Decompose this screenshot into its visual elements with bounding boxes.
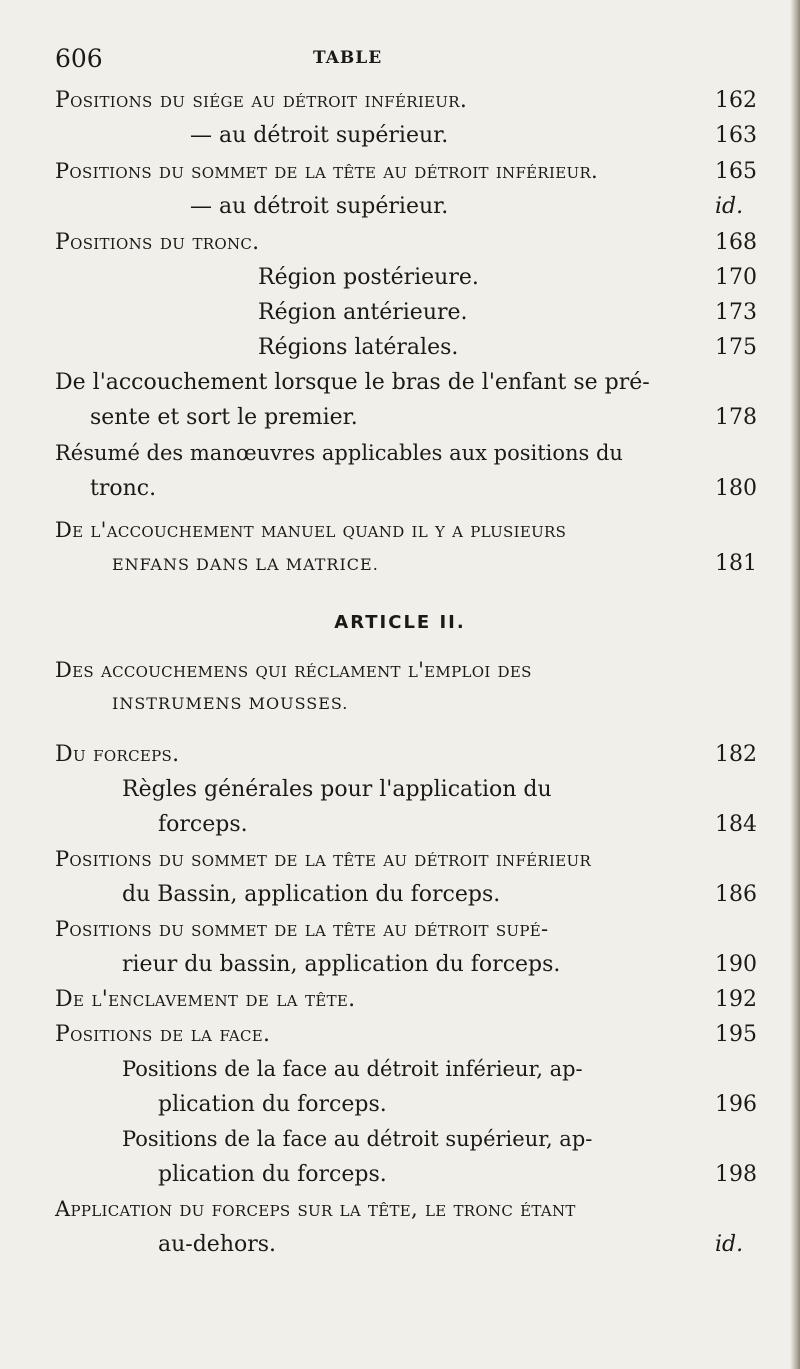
toc-entry: ENFANS DANS LA MATRICE. 181 bbox=[112, 551, 757, 576]
toc-entry: Du forceps. 182 bbox=[55, 742, 757, 767]
toc-entry: — au détroit supérieur. id. bbox=[190, 194, 744, 219]
toc-entry: — au détroit supérieur. 163 bbox=[190, 123, 757, 148]
toc-entry: forceps. 184 bbox=[158, 812, 757, 837]
toc-entry: tronc. 180 bbox=[90, 476, 757, 501]
page-header bbox=[55, 44, 755, 74]
toc-entry: du Bassin, application du forceps. 186 bbox=[122, 882, 757, 907]
toc-entry: Régions latérales. 175 bbox=[258, 335, 757, 360]
toc-entry: Région antérieure. 173 bbox=[258, 300, 757, 325]
article-heading: ARTICLE II. bbox=[334, 612, 466, 633]
toc-entry: Positions du sommet de la tête au détroit inférieur. 165 bbox=[55, 159, 757, 184]
toc-entry: Positions du sommet de la tête au détroit inférieur bbox=[55, 847, 592, 871]
toc-entry: plication du forceps. 198 bbox=[158, 1162, 757, 1187]
toc-entry: Positions de la face. 195 bbox=[55, 1022, 757, 1047]
toc-entry: sente et sort le premier. 178 bbox=[90, 405, 757, 430]
toc-entry: Application du forceps sur la tête, le tronc étant bbox=[55, 1197, 576, 1221]
toc-entry: De l'accouchement lorsque le bras de l'enfant se pré- bbox=[55, 370, 650, 395]
running-title: TABLE bbox=[313, 48, 383, 68]
toc-entry: au-dehors. id. bbox=[158, 1232, 744, 1257]
toc-entry: Des accouchemens qui réclament l'emploi des bbox=[55, 658, 532, 682]
toc-entry: Positions du siége au détroit inférieur. 162 bbox=[55, 88, 757, 113]
toc-entry: Positions du sommet de la tête au détroit supé- bbox=[55, 917, 549, 941]
toc-entry: rieur du bassin, application du forceps. 190 bbox=[122, 952, 757, 977]
toc-entry: Positions de la face au détroit inférieur, ap- bbox=[122, 1057, 583, 1081]
toc-entry: Positions du tronc. 168 bbox=[55, 230, 757, 255]
toc-entry: De l'accouchement manuel quand il y a plusieurs bbox=[55, 518, 567, 542]
toc-entry: Résumé des manœuvres applicables aux positions du bbox=[55, 441, 623, 465]
toc-entry: INSTRUMENS MOUSSES. bbox=[112, 694, 349, 713]
toc-entry: plication du forceps. 196 bbox=[158, 1092, 757, 1117]
page-number: 606 bbox=[55, 44, 103, 73]
toc-entry: Région postérieure. 170 bbox=[258, 265, 757, 290]
toc-entry: De l'enclavement de la tête. 192 bbox=[55, 987, 757, 1012]
toc-entry: Règles générales pour l'application du bbox=[122, 777, 552, 802]
toc-entry: Positions de la face au détroit supérieur, ap- bbox=[122, 1127, 593, 1151]
